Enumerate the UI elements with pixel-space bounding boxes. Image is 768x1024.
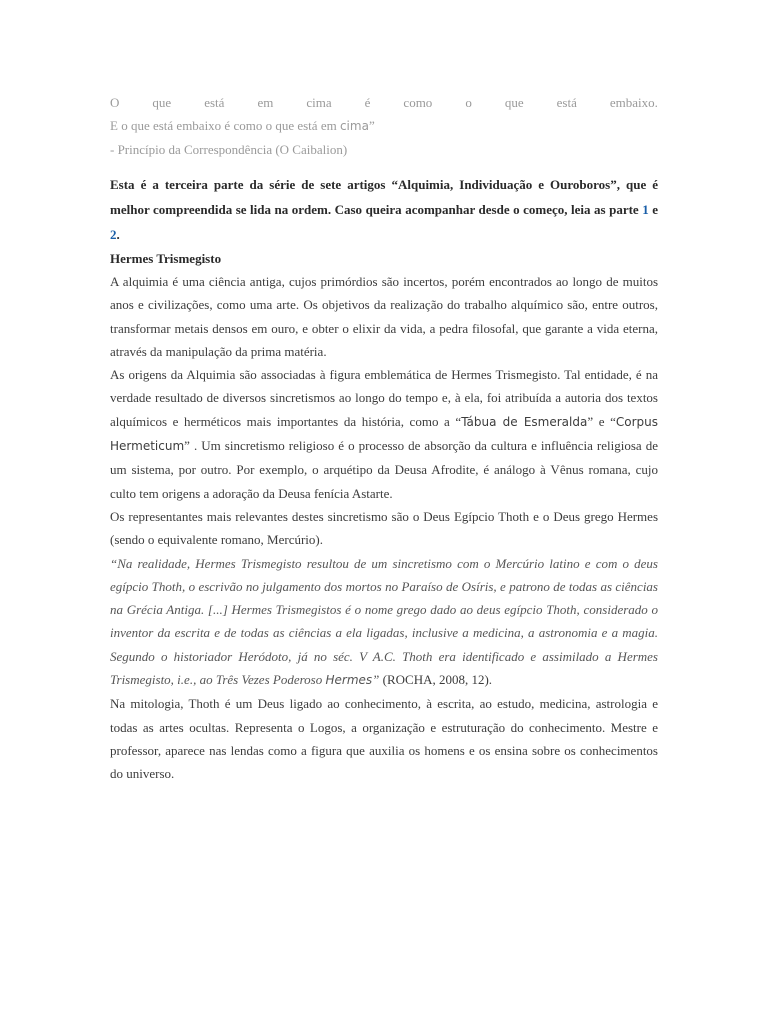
intro-paragraph — [110, 172, 658, 247]
quote-citation: (ROCHA, 2008, 12). — [379, 672, 493, 688]
epigraph-word: é — [364, 95, 371, 110]
paragraph-origins-text-2: ” e “ — [587, 413, 616, 429]
part-1-link[interactable]: 1 — [642, 202, 649, 217]
corpus-title: Corpus Hermeticum — [110, 414, 658, 454]
paragraph-mythology: Na mitologia, Thoth é um Deus ligado ao conhecimento, à escrita, ao estudo, medicina, astrologia e todas as artes ocultas. Representa o Logos, a organização e estruturação do conhecimento. Mestre e professor, aparece nas lendas como a figura que auxilia os homens e os ensina sobre os conhecimentos do universo. — [110, 696, 658, 782]
epigraph-word-cima: cima — [339, 119, 369, 133]
spacer — [110, 161, 658, 172]
paragraph-origins-text-3: ” . Um sincretismo religioso é o processo de absorção da cultura e influência religiosa de um sistema, por outro. Por exemplo, o arquétipo da Deusa Afrodite, é análogo à Vênus romana, cujo culto tem origens a adoração da Deusa fenícia Astarte. — [110, 438, 658, 501]
epigraph-word: está — [204, 95, 225, 110]
epigraph-source: - Princípio da Correspondência (O Caibalion) — [110, 142, 348, 157]
epigraph-line-1 — [110, 91, 658, 114]
paragraph-origins-text: As origens da Alquimia são associadas à figura emblemática de Hermes Trismegisto. Tal entidade, é na verdade resultado de diversos sincretismos ao longo do tempo e, à ela, foi atribuída a autoria dos textos alquímicos e herméticos mais importantes da história, como a “ — [110, 367, 658, 429]
paragraph-origins — [110, 363, 658, 505]
block-quote — [110, 552, 658, 693]
quote-closing-mark: ” — [372, 672, 380, 688]
epigraph-word: que — [152, 95, 172, 110]
quote-text: “Na realidade, Hermes Trismegisto resultou de um sincretismo com o Mercúrio latino e com o deus egípcio Thoth, o escrivão no julgamento dos mortos no Paraíso de Osíris, e patrono de todas as ciências na Grécia Antiga. [...] Hermes Trismegistos é o nome grego dado ao deus egípcio Thoth, considerado o inventor da escrita e de todas as ciências a ela ligadas, inclusive a medicina, a astronomia e a magia. Segundo o historiador Heródoto, já no séc. V A.C. Thoth era identificado e assimilado a Hermes Trismegisto, i.e., ao Três Vezes Poderoso — [110, 555, 658, 688]
intro-connector: e — [648, 202, 658, 217]
epigraph-word: cima — [306, 95, 332, 110]
article-body — [110, 91, 658, 786]
epigraph-word: em — [257, 95, 274, 110]
epigraph-word: como — [403, 95, 433, 110]
epigraph-line-2-text: E o que está embaixo é como o que está em — [110, 118, 340, 133]
epigraph-word: embaixo. — [609, 95, 658, 110]
paragraph-alchemy: A alquimia é uma ciência antiga, cujos primórdios são incertos, porém encontrados ao longo de muitos anos e civilizações, como uma arte. Os objetivos da realização do trabalho alquímico são, entre outros, transformar metais densos em ouro, e obter o elixir da vida, a pedra filosofal, que garante a vida eterna, através da manipulação da prima matéria. — [110, 274, 658, 359]
paragraph-representatives: Os representantes mais relevantes destes sincretismo são o Deus Egípcio Thoth e o Deus grego Hermes (sendo o equivalente romano, Mercúrio). — [110, 508, 658, 548]
intro-text: Esta é a terceira parte da série de sete artigos “Alquimia, Individuação e Ouroboros”, que é melhor compreendida se lida na ordem. Caso queira acompanhar desde o começo, leia as parte — [110, 177, 658, 217]
epigraph-word: o — [465, 95, 472, 110]
epigraph-word: O — [110, 95, 120, 110]
epigraph-closing-quote: ” — [368, 118, 375, 133]
quote-word-hermes: Hermes — [325, 673, 373, 688]
tabua-title: Tábua de Esmeralda — [461, 414, 588, 429]
intro-end: . — [116, 227, 120, 242]
epigraph-word: que — [504, 95, 524, 110]
section-heading: Hermes Trismegisto — [110, 251, 222, 266]
epigraph — [110, 91, 658, 161]
epigraph-line-2 — [110, 114, 658, 138]
epigraph-word: está — [556, 95, 577, 110]
part-2-link[interactable]: 2 — [110, 227, 117, 242]
